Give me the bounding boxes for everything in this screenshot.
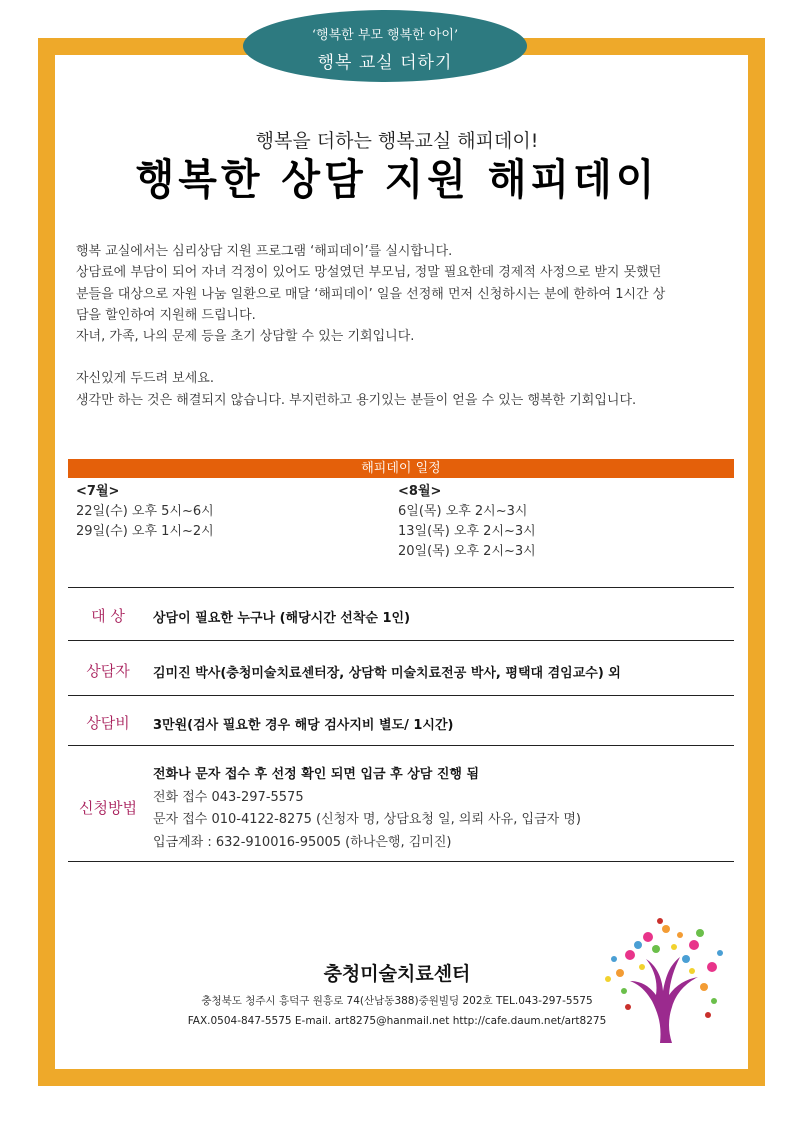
intro-text	[76, 241, 734, 411]
apply-line: 전화 접수 043-297-5575	[153, 789, 304, 805]
page-subtitle: 행복을 더하는 행복교실 해피데이!	[255, 130, 539, 152]
schedule-item: 22일(수) 오후 5시~6시	[76, 504, 214, 519]
schedule-item: 13일(목) 오후 2시~3시	[398, 524, 536, 539]
schedule-month-heading: <8월>	[398, 484, 442, 499]
apply-details	[153, 764, 581, 854]
schedule-july	[76, 482, 214, 542]
schedule-item: 6일(목) 오후 2시~3시	[398, 504, 528, 519]
intro-line: 담을 할인하여 지원해 드립니다.	[76, 307, 256, 323]
schedule-august	[398, 482, 536, 562]
center-address: 충청북도 청주시 흥덕구 원흥로 74(산남동388)중원빌딩 202호 TEL.043-297-5575	[201, 995, 593, 1007]
target-label: 대 상	[91, 607, 125, 625]
divider	[68, 695, 734, 696]
intro-line: 자녀, 가족, 나의 문제 등을 초기 상담할 수 있는 기회입니다.	[76, 329, 415, 345]
divider	[68, 587, 734, 588]
header-badge	[243, 10, 527, 82]
page-title: 행복한 상담 지원 해피데이	[135, 156, 659, 205]
counselor-text: 김미진 박사(충청미술치료센터장, 상담학 미술치료전공 박사, 평택대 겸임교수) 외	[153, 666, 621, 681]
intro-line: 자신있게 두드려 보세요.	[76, 371, 214, 387]
apply-label: 신청방법	[79, 799, 137, 817]
divider	[68, 640, 734, 641]
fee-label: 상담비	[86, 714, 130, 732]
center-name: 충청미술치료센터	[323, 963, 471, 985]
intro-line: 분들을 대상으로 자원 나눔 일환으로 매달 ‘해피데이’ 일을 선정해 먼저 신청하시는 분에 한하여 1시간 상	[76, 286, 666, 302]
schedule-month-heading: <7월>	[76, 484, 120, 499]
intro-line: 생각만 하는 것은 해결되지 않습니다. 부지런하고 용기있는 분들이 얻을 수 있는 행복한 기회입니다.	[76, 392, 637, 408]
schedule-item: 20일(목) 오후 2시~3시	[398, 544, 536, 559]
center-contact: FAX.0504-847-5575 E-mail. art8275@hanmail.net http://cafe.daum.net/art8275	[187, 1015, 607, 1027]
tree-logo-icon	[600, 915, 732, 1043]
fee-text: 3만원(검사 필요한 경우 해당 검사지비 별도/ 1시간)	[153, 718, 454, 733]
badge-line-2: 행복 교실 더하기	[317, 53, 453, 73]
intro-line: 상담료에 부담이 되어 자녀 걱정이 있어도 망설였던 부모님, 정말 필요한데 경제적 사정으로 받지 못했던	[76, 265, 662, 281]
badge-line-1: ‘행복한 부모 행복한 아이’	[311, 28, 459, 43]
schedule-title-bar: 해피데이 일정	[68, 459, 734, 478]
apply-line: 문자 접수 010-4122-8275 (신청자 명, 상담요청 일, 의뢰 사유, 입금자 명)	[153, 812, 581, 828]
divider	[68, 861, 734, 862]
target-text: 상담이 필요한 누구나 (해당시간 선착순 1인)	[153, 611, 411, 626]
apply-line: 입금계좌 : 632-910016-95005 (하나은행, 김미진)	[153, 834, 452, 850]
apply-line: 전화나 문자 접수 후 선정 확인 되면 입금 후 상담 진행 됨	[153, 767, 480, 782]
intro-line: 행복 교실에서는 심리상담 지원 프로그램 ‘해피데이’를 실시합니다.	[76, 244, 453, 259]
divider	[68, 745, 734, 746]
schedule-item: 29일(수) 오후 1시~2시	[76, 524, 214, 539]
counselor-label: 상담자	[86, 662, 130, 680]
